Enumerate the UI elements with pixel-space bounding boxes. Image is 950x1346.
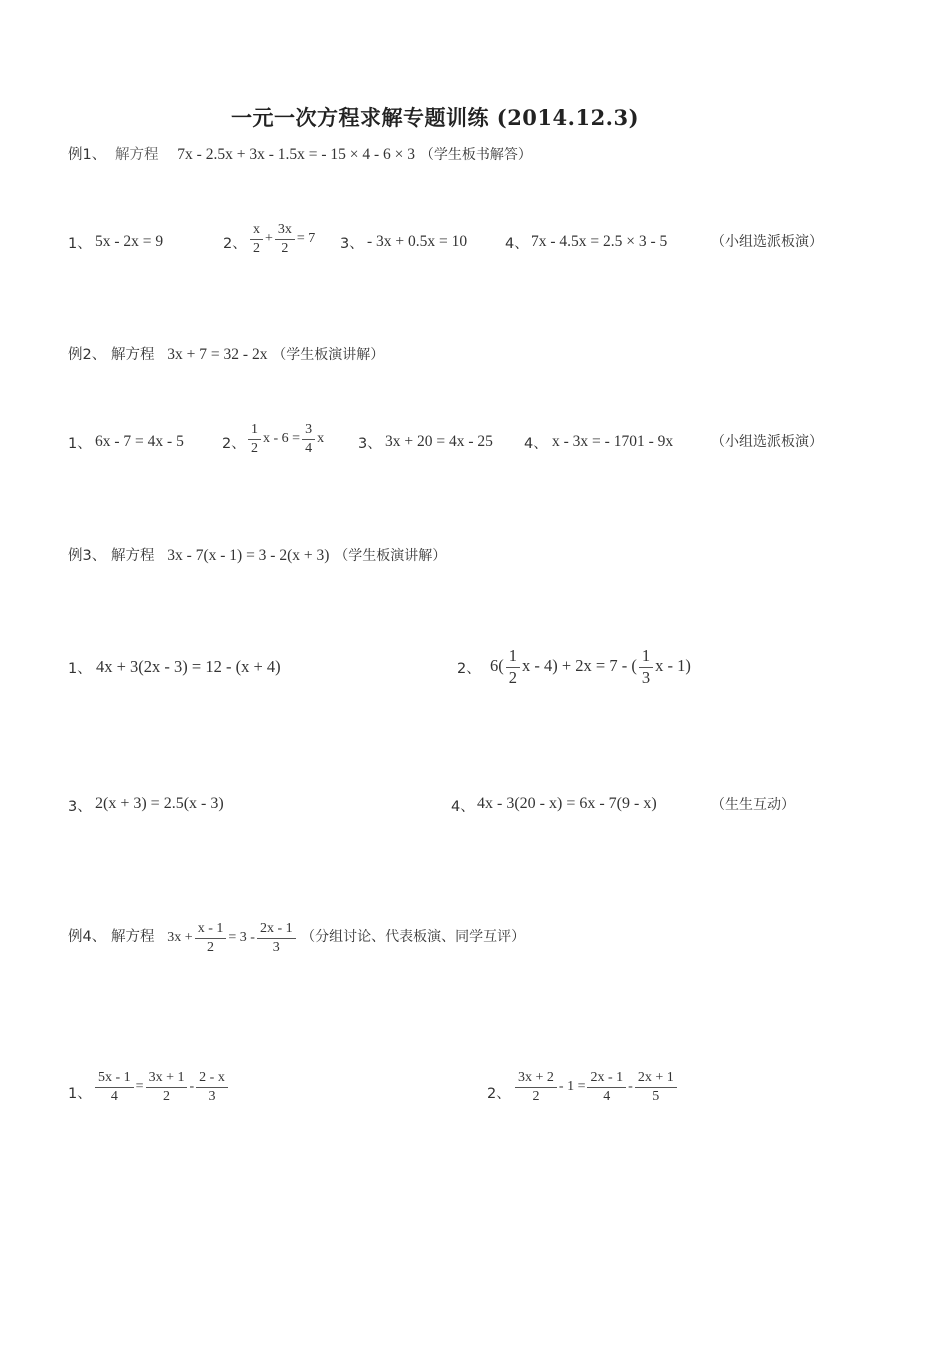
fraction [506, 646, 520, 688]
denominator: 2 [207, 939, 215, 955]
denominator: 2 [163, 1088, 171, 1104]
example-1-label: 例1、 [68, 147, 107, 163]
problem-equation: 4x - 3(20 - x) = 6x - 7(9 - x) [477, 795, 657, 812]
problem-number: 2、 [457, 661, 481, 677]
problem-number: 1、 [68, 236, 92, 252]
example-4-label: 例4、 [68, 929, 107, 946]
equation-part: 3x + [167, 930, 193, 946]
equation-part: = 3 - [228, 930, 255, 946]
numerator: x - 1 [195, 920, 227, 939]
example-3-equation: 3x - 7(x - 1) = 3 - 2(x + 3) [167, 547, 330, 564]
example-1-note: （学生板书解答） [419, 147, 532, 163]
plus-sign: + [265, 231, 273, 247]
example-3 [68, 544, 446, 565]
problem-equation: 4x + 3(2x - 3) = 12 - (x + 4) [96, 657, 281, 676]
denominator: 3 [272, 939, 280, 955]
example-2-label: 例2、 [68, 347, 107, 363]
numerator: 3x [275, 221, 295, 240]
example-4-prompt: 解方程 [111, 929, 155, 946]
equation-part: x - 1) [655, 655, 691, 675]
example-3-label: 例3、 [68, 548, 107, 564]
fraction [515, 1069, 557, 1105]
denominator: 3 [641, 667, 651, 687]
denominator: 2 [251, 440, 258, 456]
denominator: 3 [208, 1088, 216, 1104]
numerator: 3x + 1 [146, 1069, 188, 1088]
fraction [302, 421, 315, 457]
denominator: 4 [110, 1088, 118, 1104]
example-3-prompt: 解方程 [111, 548, 155, 564]
numerator: 2x - 1 [257, 920, 296, 939]
numerator: 1 [506, 646, 520, 668]
example-1-prompt: 解方程 [115, 147, 159, 163]
minus-sign: - [189, 1079, 195, 1095]
page-title: 一元一次方程求解专题训练 (2014.12.3) [230, 105, 640, 130]
problem-equation: 6x - 7 = 4x - 5 [95, 433, 184, 450]
example-1-equation: 7x - 2.5x + 3x - 1.5x = - 15 × 4 - 6 × 3 [177, 146, 416, 163]
equation-middle: - 1 = [558, 1079, 586, 1095]
problem-equation [490, 646, 691, 688]
numerator: 2x - 1 [587, 1069, 626, 1088]
fraction [275, 221, 295, 257]
equation-part: 6( [490, 655, 504, 675]
problem-equation: 2(x + 3) = 2.5(x - 3) [95, 795, 224, 812]
problem-equation [248, 221, 315, 257]
denominator: 2 [253, 240, 260, 256]
equation-rhs: = 7 [296, 231, 316, 247]
numerator: 3x + 2 [515, 1069, 557, 1088]
example-4-equation [167, 921, 301, 955]
example-3-note: （学生板演讲解） [334, 548, 447, 564]
problem-equation [513, 1069, 679, 1105]
problem-number: 1、 [68, 661, 92, 677]
denominator: 4 [305, 440, 313, 456]
problem-number: 2、 [487, 1086, 511, 1102]
problem-equation: - 3x + 0.5x = 10 [367, 233, 468, 250]
problem-number: 1、 [68, 1086, 92, 1102]
example-1 [68, 143, 532, 164]
problem-number: 1、 [68, 436, 92, 452]
fraction [635, 1069, 677, 1105]
fraction [195, 920, 227, 956]
example-2-equation: 3x + 7 = 32 - 2x [167, 346, 268, 363]
problem-number: 3、 [358, 436, 382, 452]
numerator: 3 [302, 421, 315, 440]
denominator: 4 [603, 1088, 611, 1104]
fraction [196, 1069, 228, 1105]
problem-equation: x - 3x = - 1701 - 9x [552, 433, 674, 450]
problem-note: （小组选派板演） [711, 234, 823, 250]
problem-number: 2、 [222, 436, 246, 452]
numerator: 5x - 1 [95, 1069, 134, 1088]
problem-number: 4、 [524, 436, 548, 452]
equation-tail: x [317, 431, 325, 447]
fraction [250, 221, 263, 257]
example-4 [68, 920, 525, 956]
denominator: 2 [508, 667, 517, 687]
problem-note: （小组选派板演） [711, 434, 823, 450]
fraction [587, 1069, 626, 1105]
fraction [639, 646, 653, 688]
numerator: 2 - x [196, 1069, 228, 1088]
problem-number: 3、 [68, 799, 92, 815]
equation-middle: x - 6 = [263, 431, 301, 447]
minus-sign: - [628, 1079, 633, 1095]
problem-equation [246, 421, 324, 457]
problem-number: 2、 [223, 236, 247, 252]
fraction [248, 421, 261, 457]
numerator: 1 [639, 646, 653, 668]
denominator: 5 [652, 1088, 660, 1104]
example-2 [68, 343, 384, 364]
equals-sign: = [135, 1079, 144, 1095]
numerator: 1 [248, 421, 261, 440]
problem-equation: 3x + 20 = 4x - 25 [385, 433, 493, 450]
example-4-note: （分组讨论、代表板演、同学互评） [301, 929, 526, 946]
problem-equation [93, 1069, 230, 1105]
example-2-note: （学生板演讲解） [272, 347, 385, 363]
fraction [146, 1069, 188, 1105]
numerator: 2x + 1 [635, 1069, 677, 1088]
problem-equation: 7x - 4.5x = 2.5 × 3 - 5 [531, 233, 668, 250]
fraction [95, 1069, 134, 1105]
denominator: 2 [532, 1088, 540, 1104]
fraction [257, 920, 296, 956]
problem-number: 4、 [451, 799, 475, 815]
problem-equation: 5x - 2x = 9 [95, 233, 164, 250]
example-2-prompt: 解方程 [111, 347, 155, 363]
numerator: x [250, 221, 263, 240]
denominator: 2 [281, 240, 289, 256]
problem-number: 3、 [340, 236, 364, 252]
problem-number: 4、 [505, 236, 529, 252]
problem-note: （生生互动） [711, 797, 795, 813]
equation-part: x - 4) + 2x = 7 - ( [522, 655, 637, 675]
